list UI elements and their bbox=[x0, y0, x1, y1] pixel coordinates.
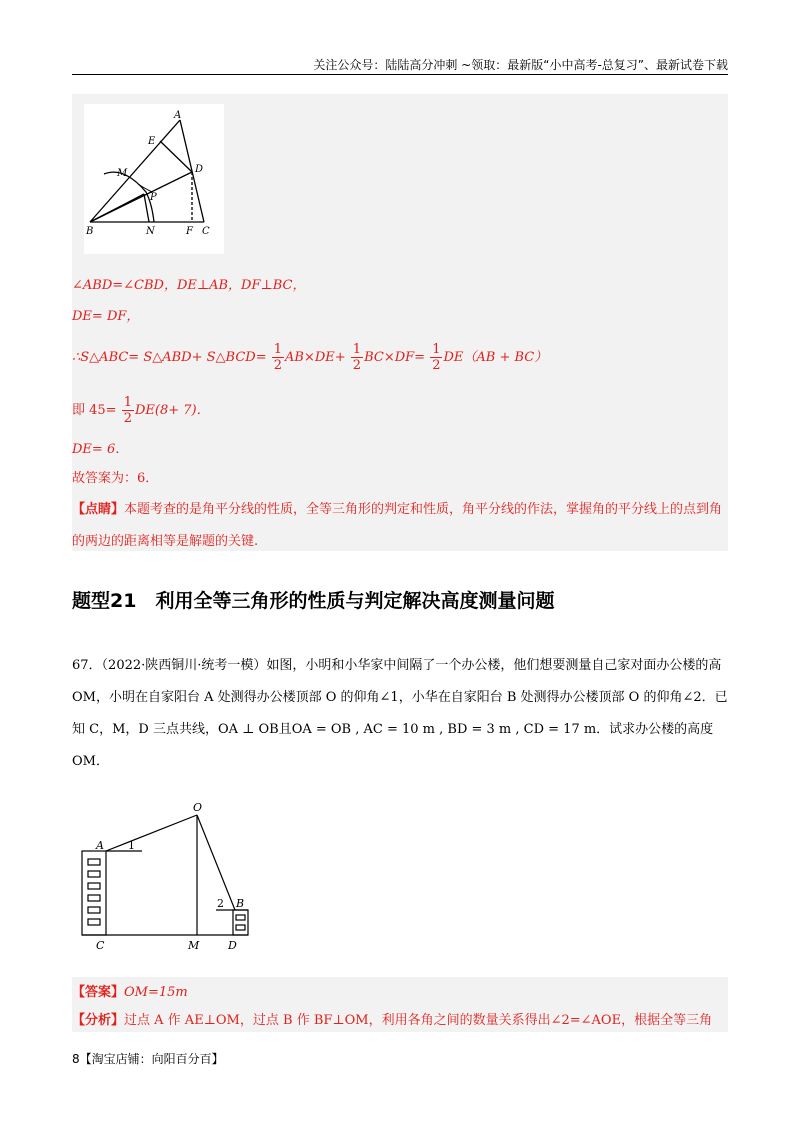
geometry-figure-2 bbox=[76, 797, 256, 957]
label-E: E bbox=[148, 136, 156, 147]
page-header: 关注公众号：陆陆高分冲刺 ~领取：最新版“小中高考-总复习”、最新试卷下载 bbox=[72, 56, 728, 75]
solution-line-4: 即 45= $\frac{1}{2}$ DE(8+ 7)． bbox=[72, 395, 210, 426]
label-C: C bbox=[202, 226, 210, 237]
label-B2: B bbox=[236, 897, 245, 910]
label-M: M bbox=[117, 168, 128, 179]
solution-line-6: 故答案为：6． bbox=[72, 471, 159, 486]
solution-line-1: ∠ABD=∠CBD，DE⊥AB，DF⊥BC， bbox=[72, 278, 306, 293]
answer-line: 【答案】OM=15m bbox=[72, 985, 188, 1000]
section-title: 题型21 利用全等三角形的性质与判定解决高度测量问题 bbox=[72, 590, 555, 612]
label-D2: D bbox=[228, 939, 237, 952]
solution-line-2: DE= DF， bbox=[72, 309, 140, 324]
label-F: F bbox=[186, 226, 193, 237]
label-C2: C bbox=[96, 939, 105, 952]
geometry-figure-1 bbox=[84, 104, 224, 254]
solution-comment: 【点睛】本题考查的是角平分线的性质，全等三角形的判定和性质，角平分线的作法，掌握角的平分线上的点到角的两边的距离相等是解题的关键. bbox=[72, 502, 723, 549]
label-M2: M bbox=[188, 939, 200, 952]
analysis-line: 【分析】过点 A 作 AE⊥OM，过点 B 作 BF⊥OM，利用各角之间的数量关系得出∠2=∠AOE，根据全等三角 bbox=[72, 1013, 713, 1028]
solution-line-3: ∴S△ABC= S△ABD+ S△BCD= $\frac{1}{2}$ AB×DE+ $\frac{1}{2}$ BC×DF= $\frac{1}{2}$ DE（AB + BC） bbox=[72, 342, 548, 373]
label-A: A bbox=[174, 110, 182, 121]
solution-line-5: DE= 6． bbox=[72, 442, 129, 457]
label-P: P bbox=[150, 192, 157, 203]
label-B: B bbox=[86, 226, 94, 237]
page-footer: 8【淘宝店铺：向阳百分百】 bbox=[72, 1052, 224, 1066]
label-angle-2: 2 bbox=[217, 897, 224, 910]
label-N: N bbox=[146, 226, 155, 237]
label-A2: A bbox=[96, 839, 104, 852]
label-angle-1: 1 bbox=[128, 839, 135, 852]
label-O: O bbox=[193, 801, 203, 814]
label-D: D bbox=[195, 164, 204, 175]
problem-text: 67．（2022·陕西铜川·统考一模）如图，小明和小华家中间隔了一个办公楼，他们想要测量自己家对面办公楼的高OM，小明在自家阳台 A 处测得办公楼顶部 O 的仰角∠1，小华在自家阳台 B 处测得办公楼顶部 O 的仰角∠2．已知 C，M，D 三点共线，OA ⊥ OB且OA = OB , AC = 10 m , BD = 3 m , CD = 17 m．试求办公楼的高度OM． bbox=[72, 658, 728, 769]
